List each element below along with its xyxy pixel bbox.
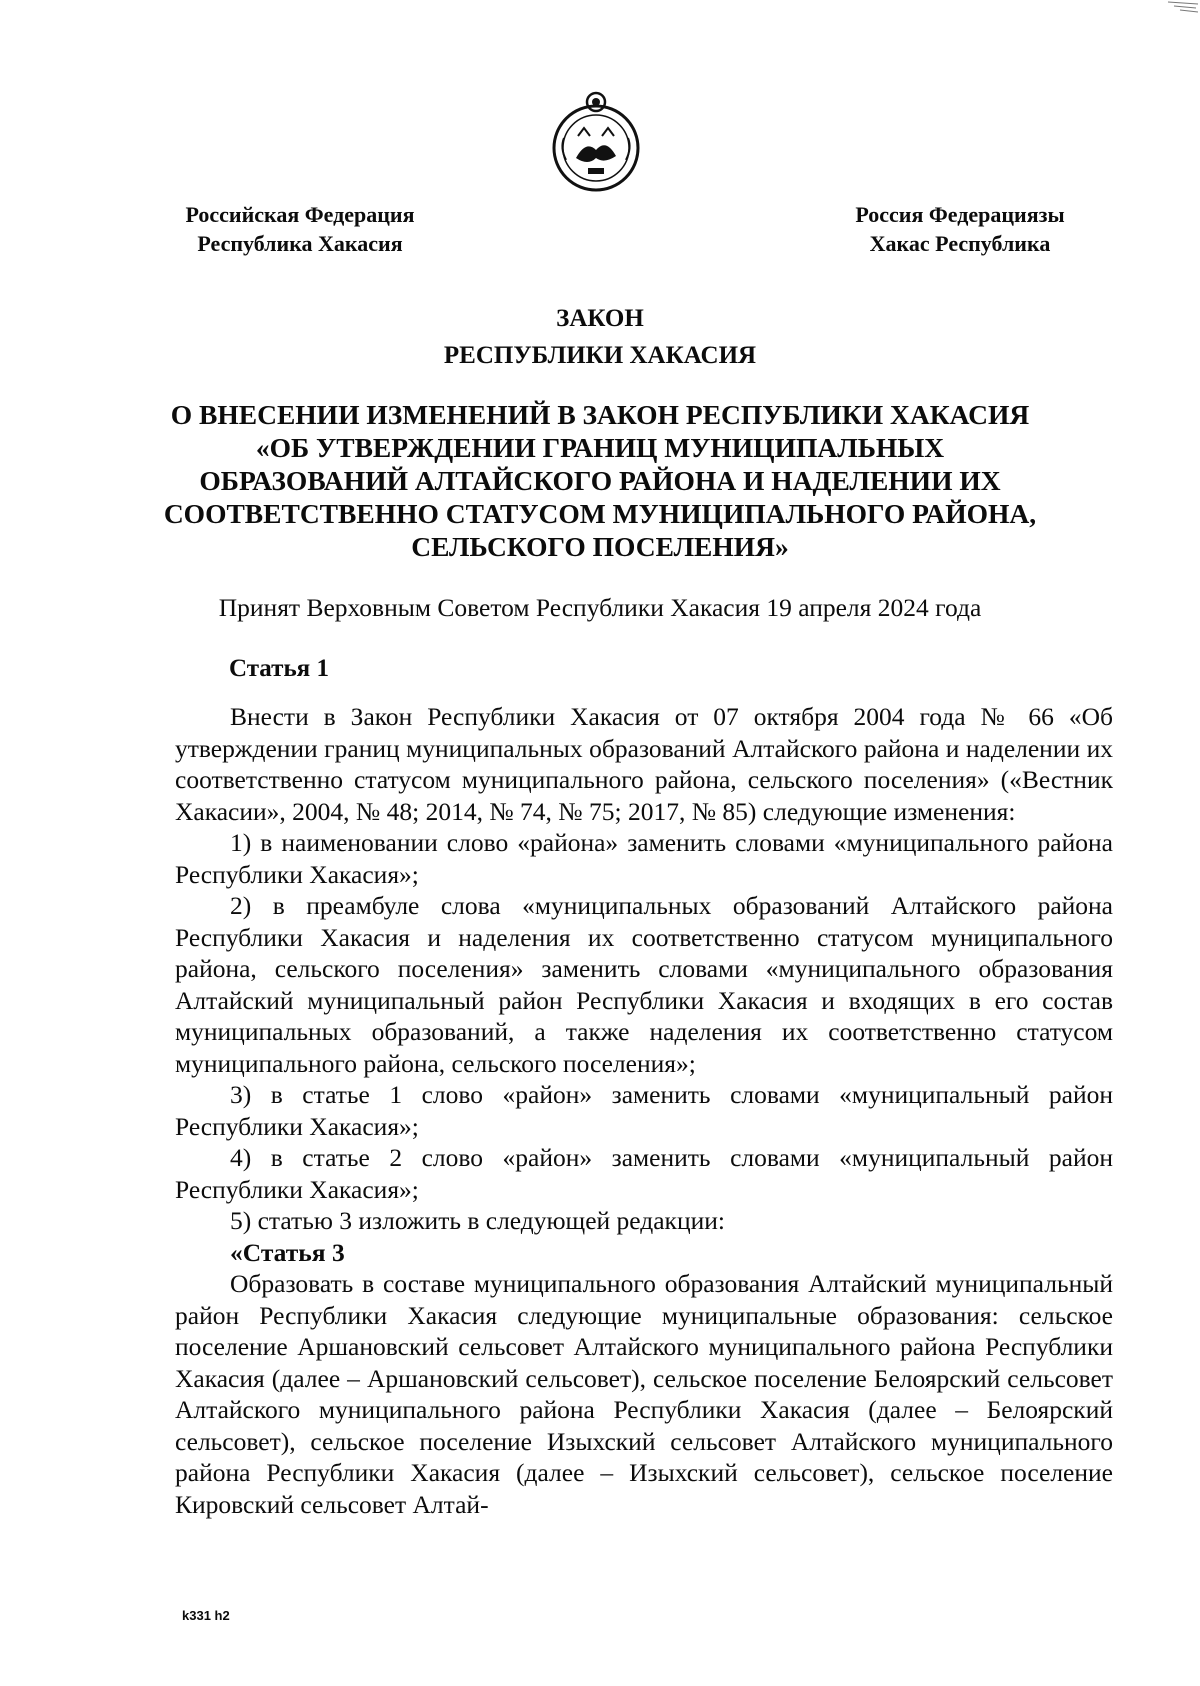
law-republic: РЕСПУБЛИКИ ХАКАСИЯ bbox=[443, 342, 757, 369]
article-1-item-4: 4) в статье 2 слово «район» заменить словами «муниципальный район Республики Хакасия»; bbox=[175, 1143, 1113, 1204]
article-1-item-5: 5) статью 3 изложить в следующей редакции: bbox=[230, 1206, 725, 1235]
law-label: ЗАКОН bbox=[556, 305, 644, 332]
scan-artifact-mark bbox=[1160, 0, 1200, 20]
header-right-line1: Россия Федерациязы bbox=[855, 202, 1065, 227]
article-1-intro: Внести в Закон Республики Хакасия от 07 октября 2004 года № 66 «Об утверждении границ муниципальных образований Алтайского района и наделении их соответственно статусом муниципального района, сельского поселения» («Вестник Хакасии», 2004, № 48; 2014, № 74, № 75; 2017, № 85) следующие изменения: bbox=[175, 702, 1113, 826]
adoption-note: Принят Верховным Советом Республики Хакасия 19 апреля 2024 года bbox=[218, 593, 982, 622]
document-code: k331 h2 bbox=[182, 1608, 230, 1623]
header-right-block bbox=[835, 200, 1085, 258]
coat-of-arms-emblem bbox=[548, 88, 644, 196]
article-1-item-2: 2) в преамбуле слова «муниципальных образований Алтайского района Республики Хакасия и наделения их соответственно статусом муниципального района, сельского поселения» заменить словами «муниципального образования Алтайский муниципальный район Республики Хакасия и входящих в его состав муниципальных образований, а также наделения их соответственно статусом муниципального района, сельского поселения»; bbox=[175, 891, 1113, 1078]
quoted-article-3-heading: «Статья 3 bbox=[230, 1237, 345, 1267]
article-1-heading: Статья 1 bbox=[229, 655, 329, 682]
law-title: О ВНЕСЕНИИ ИЗМЕНЕНИЙ В ЗАКОН РЕСПУБЛИКИ ХАКАСИЯ «ОБ УТВЕРЖДЕНИИ ГРАНИЦ МУНИЦИПАЛЬНЫХ ОБРАЗОВАНИЙ АЛТАЙСКОГО РАЙОНА И НАДЕЛЕНИИ ИХ СООТВЕТСТВЕННО СТАТУСОМ МУНИЦИПАЛЬНОГО РАЙОНА, СЕЛЬСКОГО ПОСЕЛЕНИЯ» bbox=[163, 399, 1037, 562]
article-1-item-3: 3) в статье 1 слово «район» заменить словами «муниципальный район Республики Хакасия»; bbox=[175, 1080, 1113, 1141]
header-left-line2: Республика Хакасия bbox=[197, 231, 403, 256]
header-left-line1: Российская Федерация bbox=[185, 202, 415, 227]
header-right-line2: Хакас Республика bbox=[869, 231, 1051, 256]
header-left-block bbox=[170, 200, 430, 258]
article-1-body bbox=[175, 701, 1113, 1520]
quoted-article-3-text: Образовать в составе муниципального образования Алтайский муниципальный район Республики Хакасия следующие муниципальные образования: сельское поселение Аршановский сельсовет Алтайского муниципального района Республики Хакасия (далее – Аршановский сельсовет), сельское поселение Белоярский сельсовет Алтайского муниципального района Республики Хакасия (далее – Белоярский сельсовет), сельское поселение Изыхский сельсовет Алтайского муниципального района Республики Хакасия (далее – Изыхский сельсовет), сельское поселение Кировский сельсовет Алтай- bbox=[175, 1269, 1113, 1519]
article-1-item-1: 1) в наименовании слово «района» заменить словами «муниципального района Республики Хакасия»; bbox=[175, 828, 1113, 889]
